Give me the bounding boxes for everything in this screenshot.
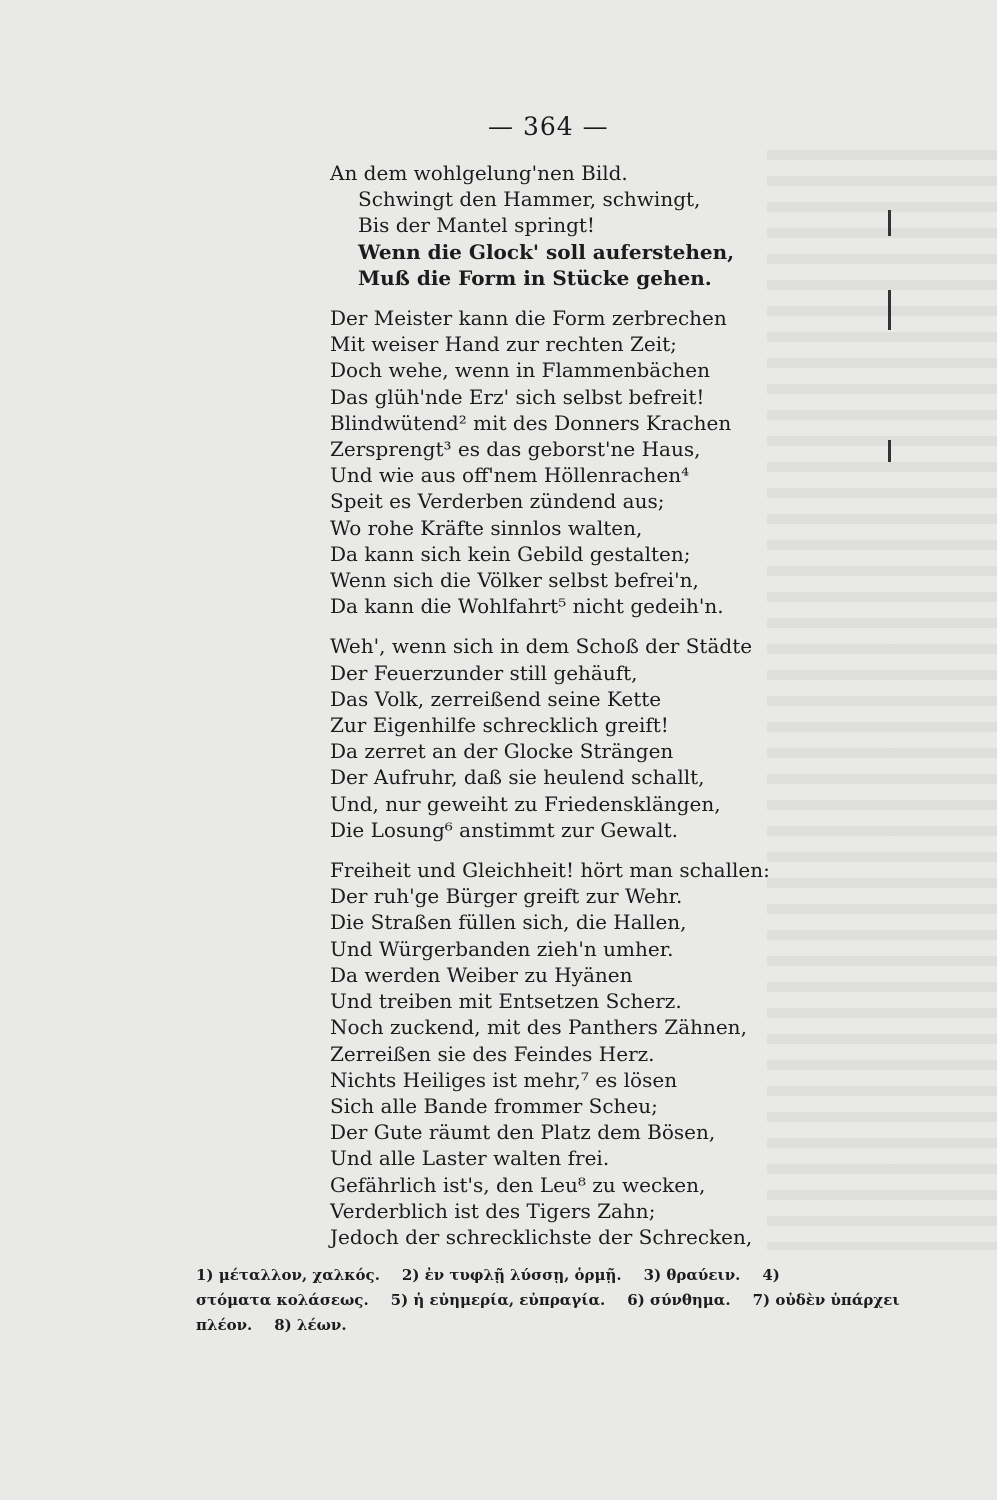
poem-line: Blindwütend² mit des Donners Krachen xyxy=(330,410,732,435)
poem-line: Speit es Verderben zündend aus; xyxy=(330,489,665,514)
poem-line: Verderblich ist des Tigers Zahn; xyxy=(330,1198,656,1223)
footnote-entry: 3) θραύειν. xyxy=(643,1266,741,1284)
stanza xyxy=(330,633,770,843)
poem-line: Jedoch der schrecklichste der Schrecken, xyxy=(330,1224,753,1249)
poem-line: Nichts Heiliges ist mehr,⁷ es lösen xyxy=(330,1067,678,1092)
poem-line: Da kann die Wohlfahrt⁵ nicht gedeih'n. xyxy=(330,594,724,619)
bleed-through-texture xyxy=(767,150,997,1250)
footnote-entry: πλέον. xyxy=(196,1316,253,1334)
footnote-line xyxy=(196,1288,900,1313)
poem-line: Da kann sich kein Gebild gestalten; xyxy=(330,541,691,566)
poem-line: Zur Eigenhilfe schrecklich greift! xyxy=(330,713,669,738)
poem-line: An dem wohlgelung'nen Bild. xyxy=(330,161,628,185)
poem-line: Der Meister kann die Form zerbrechen xyxy=(330,306,727,331)
footnote-line xyxy=(196,1313,896,1338)
footnote-entry: 5) ἡ εὐημερία, εὐπραγία. xyxy=(390,1291,606,1309)
poem-line: Wenn sich die Völker selbst befrei'n, xyxy=(330,568,699,593)
footnote-entry: 2) ἐν τυφλῇ λύσσῃ, ὁρμῇ. xyxy=(401,1266,622,1284)
poem-line: Und, nur geweiht zu Friedensklängen, xyxy=(330,791,721,816)
poem-line: Der Gute räumt den Platz dem Bösen, xyxy=(330,1120,716,1145)
stanza xyxy=(330,305,770,619)
poem-line: Zersprengt³ es das geborst'ne Haus, xyxy=(330,437,701,462)
margin-mark xyxy=(888,210,891,236)
poem-line: Da werden Weiber zu Hyänen xyxy=(330,962,633,987)
footnotes xyxy=(196,1263,900,1338)
page-number: — 364 — xyxy=(488,112,609,141)
stanza xyxy=(330,160,770,291)
poem-line: Die Straßen füllen sich, die Hallen, xyxy=(330,910,687,935)
footnote-entry: 1) μέταλλον, χαλκός. xyxy=(196,1266,380,1284)
poem-line: Der Aufruhr, daß sie heulend schallt, xyxy=(330,765,705,790)
poem-line: Wo rohe Kräfte sinnlos walten, xyxy=(330,515,643,540)
poem-line: Bis der Mantel springt! xyxy=(358,213,595,238)
poem-line: Und Würgerbanden zieh'n umher. xyxy=(330,936,674,961)
footnote-entry: 7) οὐδὲν ὑπάρχει xyxy=(752,1291,900,1309)
poem-line: Die Losung⁶ anstimmt zur Gewalt. xyxy=(330,817,678,842)
poem-line: Zerreißen sie des Feindes Herz. xyxy=(330,1041,655,1066)
poem-line: Und alle Laster walten frei. xyxy=(330,1146,610,1171)
footnote-line xyxy=(196,1263,896,1288)
footnote-entry: 6) σύνθημα. xyxy=(627,1291,731,1309)
margin-mark xyxy=(888,290,891,330)
poem-body xyxy=(330,160,770,1250)
poem-line: Noch zuckend, mit des Panthers Zähnen, xyxy=(330,1015,747,1040)
poem-line: Und wie aus off'nem Höllenrachen⁴ xyxy=(330,463,690,488)
poem-line: Das glüh'nde Erz' sich selbst befreit! xyxy=(330,384,705,409)
poem-line: Und treiben mit Entsetzen Scherz. xyxy=(330,989,682,1014)
poem-line: Freiheit und Gleichheit! hört man schallen: xyxy=(330,858,770,883)
poem-line: Da zerret an der Glocke Strängen xyxy=(330,739,674,764)
poem-line: Das Volk, zerreißend seine Kette xyxy=(330,686,662,711)
margin-mark xyxy=(888,440,891,462)
poem-line: Weh', wenn sich in dem Schoß der Städte xyxy=(330,634,753,659)
poem-line: Der ruh'ge Bürger greift zur Wehr. xyxy=(330,884,683,909)
footnote-entry: στόματα κολάσεως. xyxy=(196,1291,369,1309)
poem-line: Wenn die Glock' soll auferstehen, xyxy=(358,239,735,264)
poem-line: Sich alle Bande frommer Scheu; xyxy=(330,1093,658,1118)
poem-line: Mit weiser Hand zur rechten Zeit; xyxy=(330,332,677,357)
poem-line: Der Feuerzunder still gehäuft, xyxy=(330,660,638,685)
poem-line: Schwingt den Hammer, schwingt, xyxy=(358,187,701,212)
poem-line: Muß die Form in Stücke gehen. xyxy=(358,265,712,290)
poem-line: Gefährlich ist's, den Leu⁸ zu wecken, xyxy=(330,1172,706,1197)
footnote-entry: 4) xyxy=(762,1266,780,1284)
stanza xyxy=(330,857,770,1250)
footnote-entry: 8) λέων. xyxy=(274,1316,347,1334)
poem-line: Doch wehe, wenn in Flammenbächen xyxy=(330,358,710,383)
